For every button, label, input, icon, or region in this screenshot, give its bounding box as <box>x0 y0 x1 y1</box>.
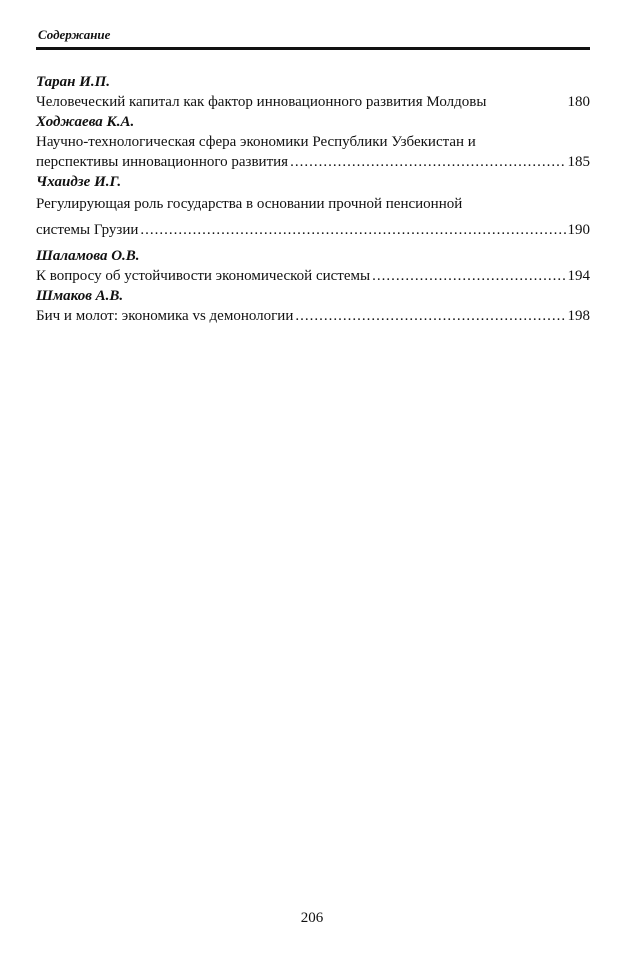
toc-entry-title: перспективы инновационного развития <box>36 154 289 170</box>
dot-leader <box>372 266 565 286</box>
dot-leader <box>295 306 565 326</box>
header-rule <box>36 47 590 50</box>
toc-entry-page: 180 <box>567 94 590 110</box>
toc-entry <box>36 286 590 326</box>
toc-entry-title-line <box>36 132 590 152</box>
toc-entry-page: 185 <box>567 154 590 170</box>
toc-entry-author: Ходжаева К.А. <box>36 114 135 130</box>
page-number: 206 <box>300 910 324 926</box>
toc-entry-page: 198 <box>567 308 590 324</box>
toc-entry-author: Чхаидзе И.Г. <box>36 174 122 190</box>
toc-entry-page: 190 <box>567 222 590 238</box>
toc-entry-title-line <box>36 92 590 112</box>
toc-entry-title-line <box>36 220 590 240</box>
toc-entry-title: К вопросу об устойчивости экономической системы <box>36 268 371 284</box>
toc-entry-title-line <box>36 152 590 172</box>
toc-entry-title-line <box>36 192 590 214</box>
toc-entry-title: системы Грузии <box>36 222 139 238</box>
dot-leader <box>140 220 565 240</box>
toc-entry-title: Регулирующая роль государства в основании прочной пенсионной <box>36 196 463 212</box>
running-header-title: Содержание <box>38 27 111 42</box>
toc-entry-author: Таран И.П. <box>36 74 111 90</box>
toc-entry <box>36 172 590 240</box>
toc-entry-author: Шаламова О.В. <box>36 248 140 264</box>
toc-entry-title-line <box>36 266 590 286</box>
toc-entry <box>36 246 590 286</box>
toc-entry <box>36 72 590 112</box>
toc-entry <box>36 112 590 172</box>
toc-entry-title-line <box>36 306 590 326</box>
dot-leader <box>290 152 565 172</box>
toc-entry-title: Человеческий капитал как фактор инновационного развития Молдовы <box>36 94 487 110</box>
toc-entry-page: 194 <box>567 268 590 284</box>
table-of-contents <box>36 72 590 326</box>
toc-entry-title: Научно-технологическая сфера экономики Республики Узбекистан и <box>36 134 476 150</box>
toc-entry-title: Бич и молот: экономика vs демонологии <box>36 308 294 324</box>
toc-entry-author: Шмаков А.В. <box>36 288 124 304</box>
